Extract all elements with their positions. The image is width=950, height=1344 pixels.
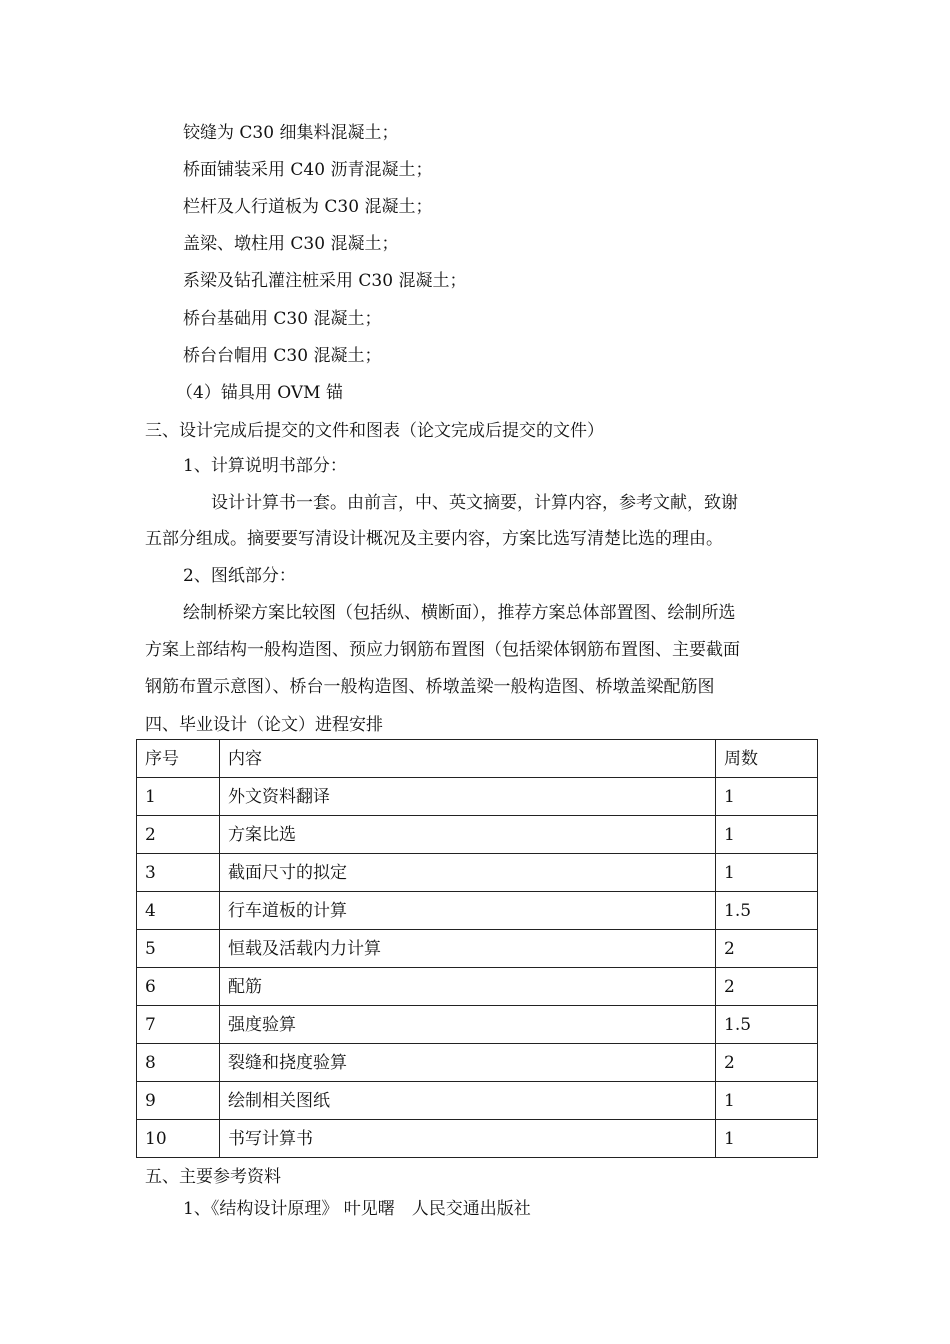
paragraph-line: 钢筋布置示意图）、桥台一般构造图、桥墩盖梁一般构造图、桥墩盖梁配筋图 xyxy=(145,677,715,697)
table-cell: 恒载及活载内力计算 xyxy=(220,930,716,968)
material-item: 盖梁、墩柱用 C30 混凝土； xyxy=(183,234,399,254)
table-cell: 5 xyxy=(137,930,220,968)
section-heading: 五、主要参考资料 xyxy=(145,1167,281,1187)
table-cell: 行车道板的计算 xyxy=(220,892,716,930)
material-item: 系梁及钻孔灌注桩采用 C30 混凝土； xyxy=(183,271,467,291)
table-cell: 2 xyxy=(716,968,818,1006)
material-item: 栏杆及人行道板为 C30 混凝土； xyxy=(183,197,433,217)
paragraph-line: 五部分组成。摘要要写清设计概况及主要内容，方案比选写清楚比选的理由。 xyxy=(145,529,723,549)
section-heading: 三、设计完成后提交的文件和图表（论文完成后提交的文件） xyxy=(145,421,604,441)
table-cell: 1.5 xyxy=(716,892,818,930)
paragraph-line: 设计计算书一套。由前言，中、英文摘要，计算内容，参考文献，致谢 xyxy=(211,493,738,513)
table-cell: 配筋 xyxy=(220,968,716,1006)
reference-item: 1、《结构设计原理》 叶见曙 人民交通出版社 xyxy=(183,1199,531,1219)
table-cell: 6 xyxy=(137,968,220,1006)
table-cell: 1 xyxy=(716,1082,818,1120)
table-cell: 4 xyxy=(137,892,220,930)
table-row xyxy=(137,1120,818,1158)
table-row xyxy=(137,968,818,1006)
table-cell: 3 xyxy=(137,854,220,892)
anchor-item: （4）锚具用 OVM 锚 xyxy=(176,383,343,403)
table-cell: 2 xyxy=(137,816,220,854)
header-cell: 周数 xyxy=(716,740,818,778)
table-cell: 1 xyxy=(137,778,220,816)
table-row xyxy=(137,816,818,854)
table-cell: 1.5 xyxy=(716,1006,818,1044)
table-cell: 2 xyxy=(716,930,818,968)
paragraph-line: 绘制桥梁方案比较图（包括纵、横断面），推荐方案总体部置图、绘制所选 xyxy=(183,603,736,623)
table-row xyxy=(137,854,818,892)
table-cell: 1 xyxy=(716,1120,818,1158)
table-row xyxy=(137,1082,818,1120)
table-cell: 截面尺寸的拟定 xyxy=(220,854,716,892)
paragraph-line: 方案上部结构一般构造图、预应力钢筋布置图（包括梁体钢筋布置图、主要截面 xyxy=(145,640,740,660)
table-row xyxy=(137,892,818,930)
table-cell: 书写计算书 xyxy=(220,1120,716,1158)
table-cell: 方案比选 xyxy=(220,816,716,854)
schedule-table xyxy=(136,739,818,1158)
table-cell: 8 xyxy=(137,1044,220,1082)
table-cell: 1 xyxy=(716,854,818,892)
table-cell: 9 xyxy=(137,1082,220,1120)
table-row xyxy=(137,1044,818,1082)
header-cell: 序号 xyxy=(137,740,220,778)
table-cell: 1 xyxy=(716,816,818,854)
subsection-heading: 2、图纸部分： xyxy=(183,566,296,586)
section-heading: 四、毕业设计（论文）进程安排 xyxy=(145,715,383,735)
table-cell: 裂缝和挠度验算 xyxy=(220,1044,716,1082)
table-cell: 绘制相关图纸 xyxy=(220,1082,716,1120)
table-cell: 1 xyxy=(716,778,818,816)
table-cell: 10 xyxy=(137,1120,220,1158)
table-cell: 强度验算 xyxy=(220,1006,716,1044)
material-item: 桥面铺装采用 C40 沥青混凝土； xyxy=(183,160,433,180)
header-cell: 内容 xyxy=(220,740,716,778)
table-cell: 7 xyxy=(137,1006,220,1044)
material-item: 桥台台帽用 C30 混凝土； xyxy=(183,346,382,366)
table-row xyxy=(137,1006,818,1044)
table-cell: 外文资料翻译 xyxy=(220,778,716,816)
table-row xyxy=(137,778,818,816)
table-header-row xyxy=(137,740,818,778)
material-item: 铰缝为 C30 细集料混凝土； xyxy=(183,123,399,143)
table-cell: 2 xyxy=(716,1044,818,1082)
table-row xyxy=(137,930,818,968)
material-item: 桥台基础用 C30 混凝土； xyxy=(183,309,382,329)
subsection-heading: 1、计算说明书部分： xyxy=(183,456,347,476)
